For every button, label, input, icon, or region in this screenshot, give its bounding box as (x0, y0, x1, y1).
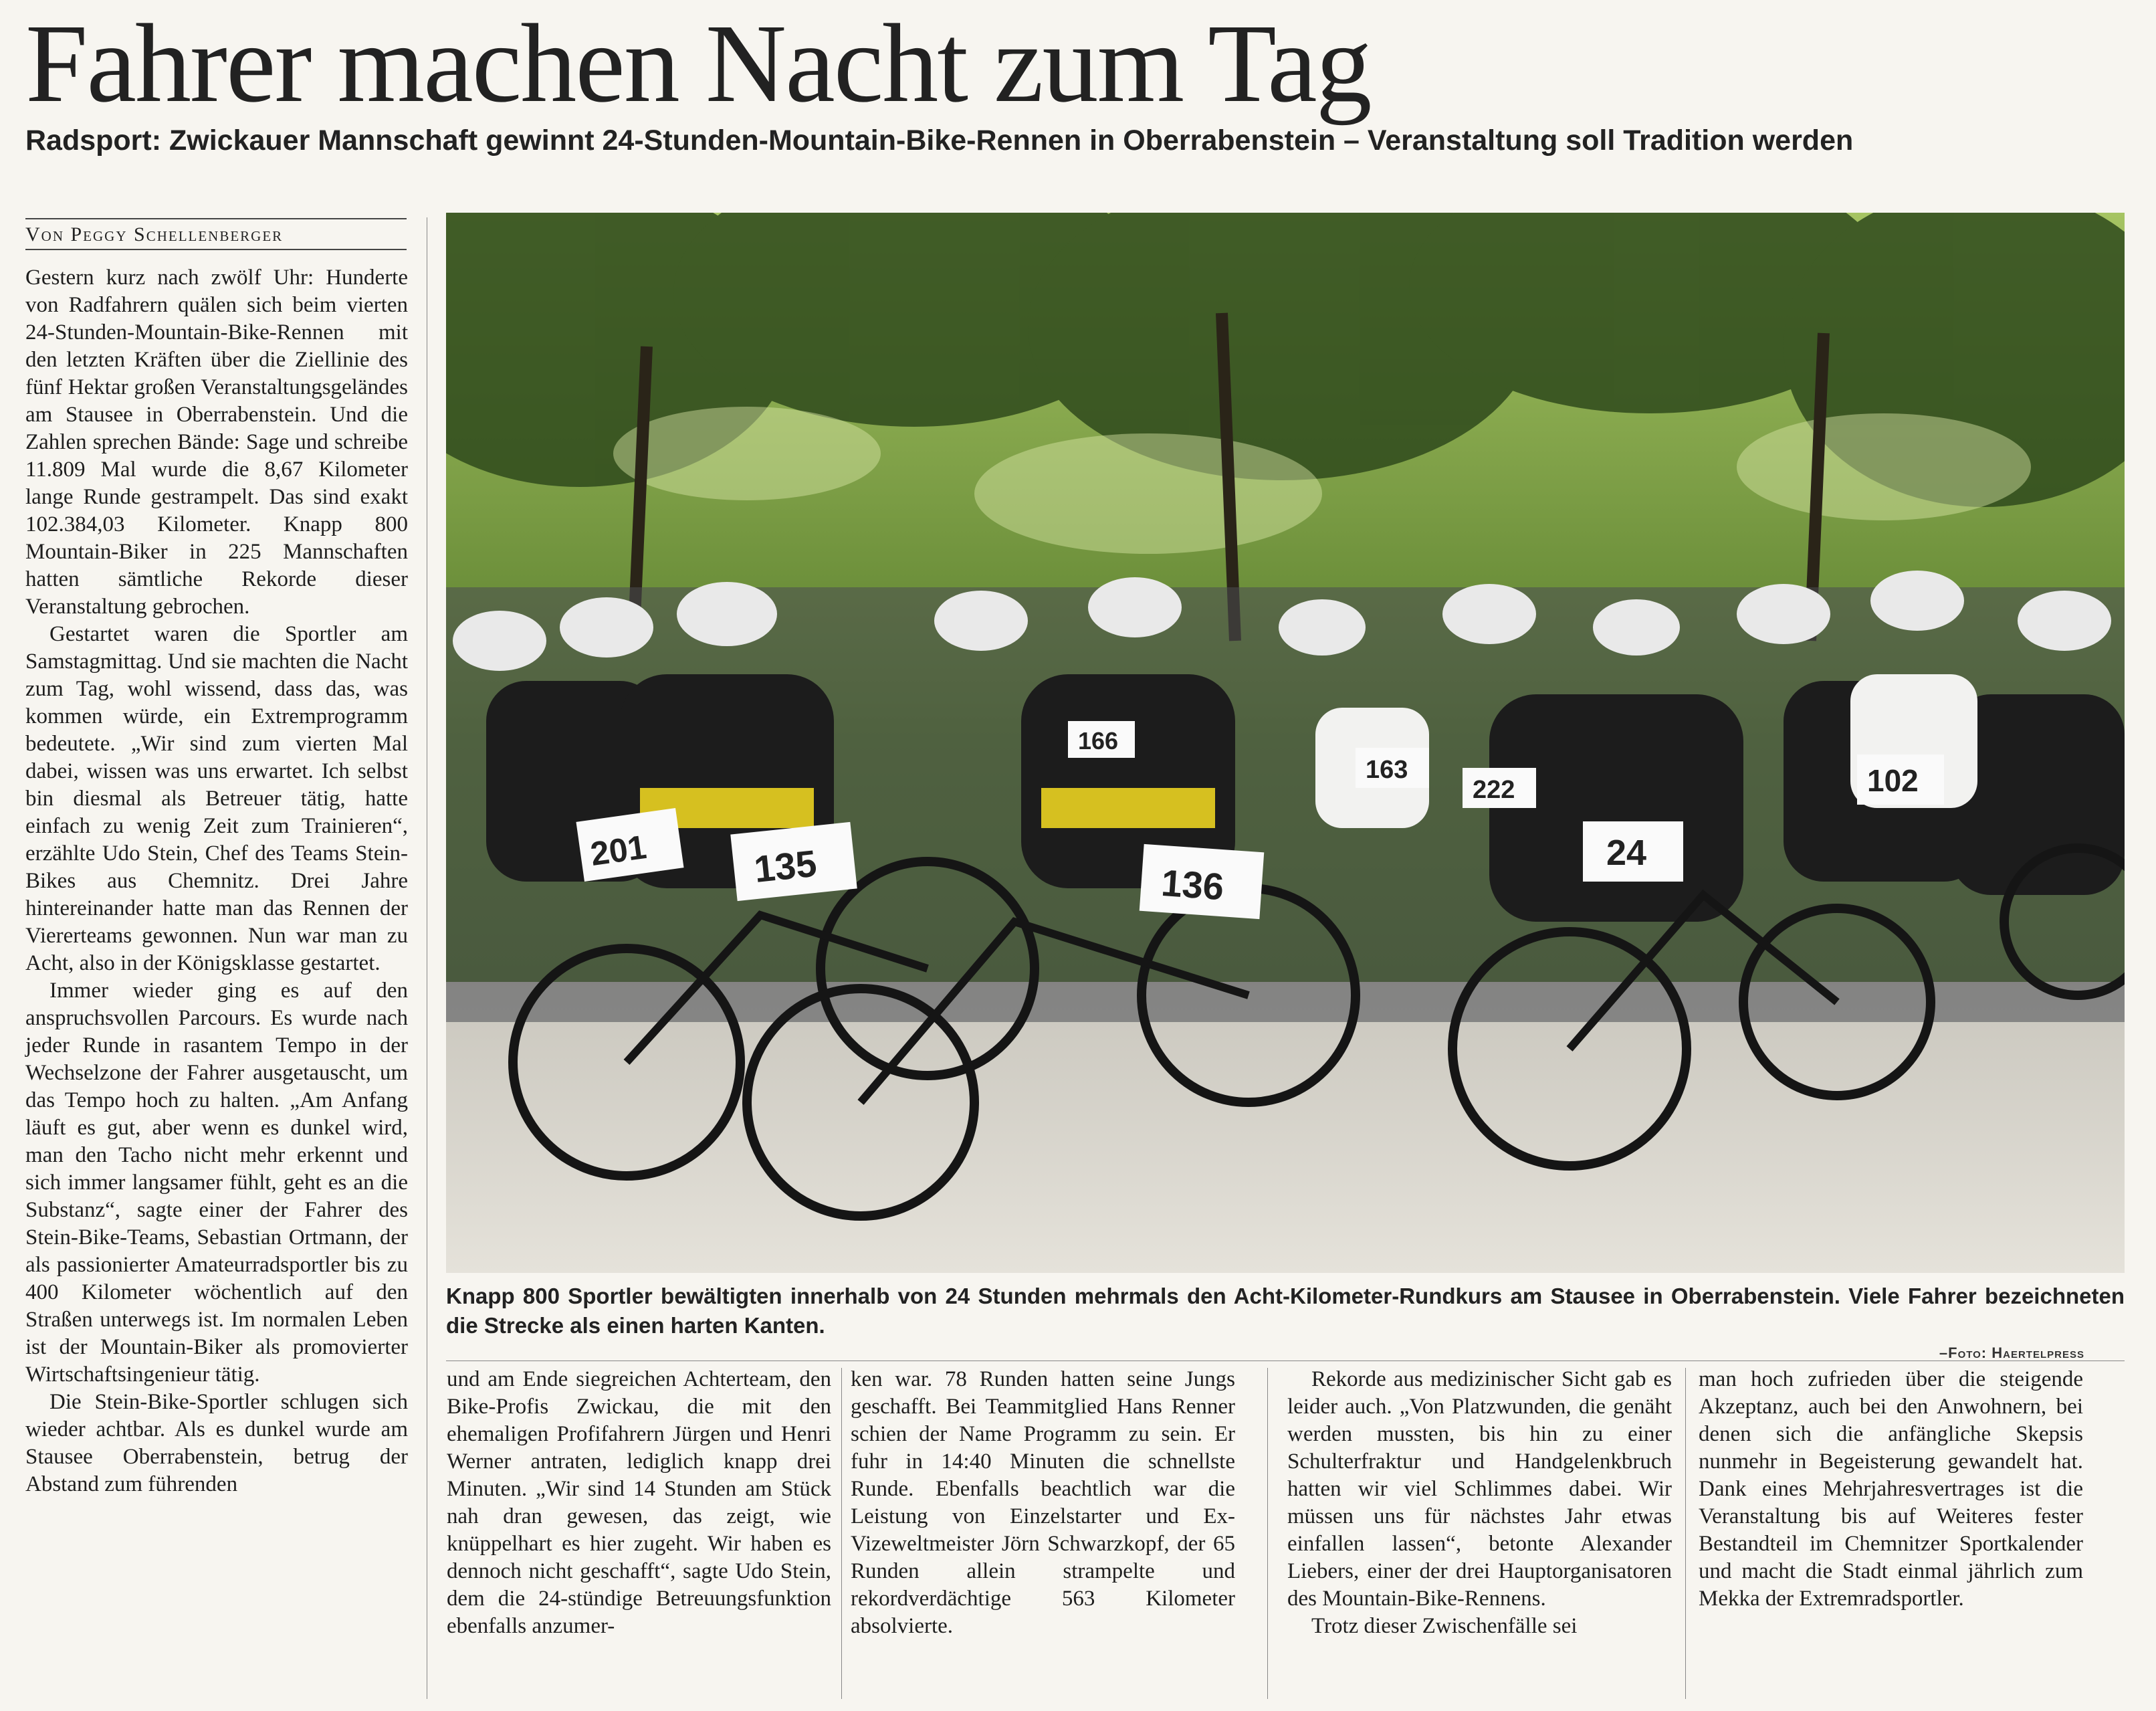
byline-text: Von Peggy Schellenberger (25, 223, 284, 245)
column-rule (1685, 1368, 1686, 1699)
column-rule (1267, 1368, 1268, 1699)
paragraph: ken war. 78 Runden hatten seine Jungs geschafft. Bei Teammitglied Hans Renner schien der Name Programm zu sein. Er fuhr in 14:40 Minuten die schnellste Runde. Ebenfalls beachtlich war die Leistung von Einzelstarter und Ex-Vizeweltmeister Jörn Schwarzkopf, der 65 Runden allein strampelte und rekordverdächtige 563 Kilometer absolvierte. (851, 1367, 1235, 1638)
photo-credit (1939, 1344, 2084, 1362)
bib-number-222: 222 (1473, 776, 1515, 804)
bib-number-201: 201 (588, 827, 649, 874)
photo-illustration (446, 213, 2125, 1273)
article-column-5 (1699, 1366, 2083, 1700)
article-column-3 (851, 1366, 1235, 1700)
bib-number-24: 24 (1606, 833, 1647, 873)
bib-number-163: 163 (1366, 756, 1408, 784)
column-rule (841, 1368, 842, 1699)
paragraph: Trotz dieser Zwischenfälle sei (1311, 1614, 1578, 1638)
bib-number-136: 136 (1160, 861, 1226, 908)
paragraph: man hoch zufrieden über die steigende Akzeptanz, auch bei den Anwohnern, bei denen sich die anfängliche Skepsis nunmehr in Begeisterung gewandelt hat. Dank eines Mehrjahresvertrages ist die Veranstaltung bis auf Weiteres fester Bestandteil im Chemnitzer Sportkalender und macht die Stadt einmal jährlich zum Mekka der Extremradsportler. (1699, 1367, 2083, 1611)
subheadline: Radsport: Zwickauer Mannschaft gewinnt 24-Stunden-Mountain-Bike-Rennen in Oberrabenstein – Veranstaltung soll Tradition werden (25, 124, 1854, 157)
article-column-4 (1287, 1366, 1672, 1700)
bib-number-102: 102 (1867, 763, 1919, 798)
paragraph: Gestartet waren die Sportler am Samstagmittag. Und sie machten die Nacht zum Tag, wohl wissend, dass das, was kommen würde, ein Extremprogramm bedeutete. „Wir sind zum vierten Mal dabei, wissen was uns erwartet. Ich selbst bin diesmal als Betreuer tätig, hatte einfach zu wenig Zeit zum Trainieren“, erzählte Udo Stein, Chef des Teams Stein-Bikes aus Chemnitz. Drei Jahre hintereinander hatte man das Rennen der Viererteams gewonnen. Nun war man zu Acht, also in der Königsklasse gestartet. (25, 622, 408, 975)
paragraph: Rekorde aus medizinischer Sicht gab es leider auch. „Von Platzwunden, die genäht werden mussten, bis hin zu einer Schulterfraktur und Handgelenkbruch hatten wir viel Schlimmes dabei. Wir müssen uns für nächstes Jahr etwas einfallen lassen“, betonte Alexander Liebers, einer der drei Hauptorganisatoren des Mountain-Bike-Rennens. (1287, 1367, 1672, 1611)
paragraph: Immer wieder ging es auf den anspruchsvollen Parcours. Es wurde nach jeder Runde in rasantem Tempo in der Wechselzone der Fahrer ausgetauscht, um das Tempo hoch zu halten. „Am Anfang läuft es gut, aber wenn es dunkel wird, man den Tacho nicht mehr erkennt und sich immer langsamer fühlt, geht es an die Substanz“, sagte einer der Fahrer des Stein-Bike-Teams, Sebastian Ortmann, der als passionierter Amateurradsportler bis zu 400 Kilometer wöchentlich auf den Straßen unterwegs ist. Im normalen Leben ist der Mountain-Biker als promovierter Wirtschaftsingenieur tätig. (25, 979, 408, 1387)
photo-credit-text: –Foto: Haertelpress (1939, 1344, 2084, 1361)
article-column-2 (447, 1366, 831, 1700)
paragraph: Gestern kurz nach zwölf Uhr: Hunderte von Radfahrern quälen sich beim vierten 24-Stunden-Mountain-Bike-Rennen mit den letzten Kräften über die Ziellinie des fünf Hektar großen Veranstaltungsgeländes am Stausee in Oberrabenstein. Und die Zahlen sprechen Bände: Sage und schreibe 11.809 Mal wurde die 8,67 Kilometer lange Runde gestrampelt. Das sind exakt 102.384,03 Kilometer. Knapp 800 Mountain-Biker in 225 Mannschaften hatten sämtliche Rekorde dieser Veranstaltung gebrochen. (25, 266, 408, 619)
paragraph: Die Stein-Bike-Sportler schlugen sich wieder achtbar. Als es dunkel wurde am Stausee Oberrabenstein, betrug der Abstand zum führenden (25, 1390, 408, 1496)
headline: Fahrer machen Nacht zum Tag (25, 1, 1371, 126)
race-photo (446, 213, 2125, 1273)
photo-caption: Knapp 800 Sportler bewältigten innerhalb von 24 Stunden mehrmals den Acht-Kilometer-Rundkurs am Stausee in Oberrabenstein. Viele Fahrer bezeichneten die Strecke als einen harten Kanten. (446, 1284, 2125, 1338)
bib-number-135: 135 (752, 841, 819, 891)
paragraph: und am Ende siegreichen Achterteam, den Bike-Profis Zwickau, die mit den ehemaligen Profifahrern Jürgen und Henri Werner antraten, lediglich knapp drei Minuten. „Wir sind 14 Stunden am Stück nah dran gewesen, das zeigt, wie knüppelhart es hier zugeht. Wir haben es dennoch nicht geschafft“, sagte Udo Stein, dem die 24-stündige Betreuungsfunktion ebenfalls anzumer- (447, 1367, 831, 1638)
byline (25, 218, 407, 250)
article-column-1 (25, 264, 408, 1696)
bib-number-166: 166 (1078, 727, 1119, 754)
